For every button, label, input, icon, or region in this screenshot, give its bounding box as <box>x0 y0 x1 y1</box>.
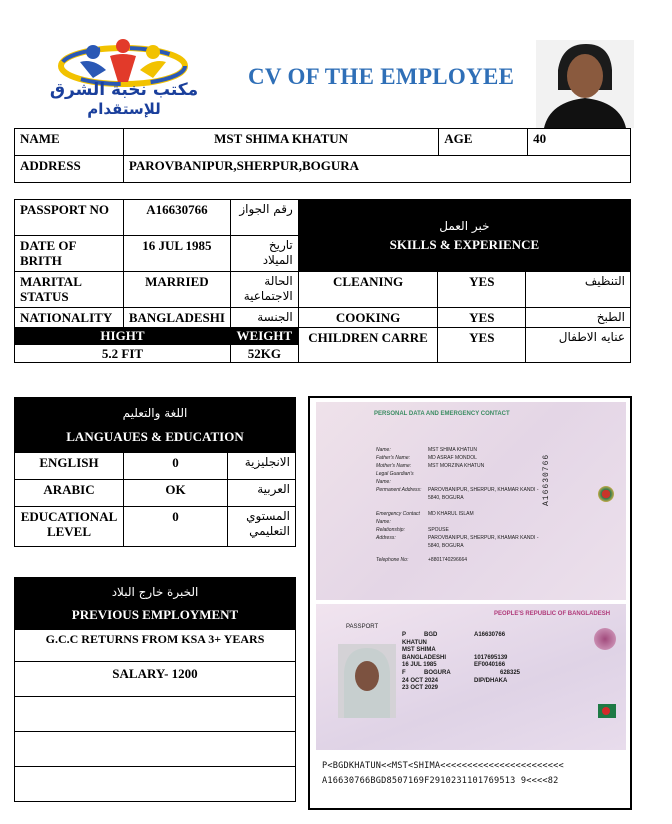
education-value: 0 <box>123 507 227 547</box>
nationality-value: BANGLADESHI <box>123 308 230 328</box>
details-table <box>14 199 631 363</box>
passport-label: PASSPORT NO <box>15 200 124 236</box>
employment-title: PREVIOUS EMPLOYMENT <box>71 607 239 622</box>
skill-value: YES <box>438 272 526 308</box>
passport-type: P <box>402 632 407 638</box>
height-value: 5.2 FIT <box>15 345 231 363</box>
passport-doc-label: PASSPORT <box>346 624 379 630</box>
passport-value: A16630766 <box>123 200 230 236</box>
passport-birth-place: BOGURA <box>424 669 451 676</box>
field-label: Father's Name: <box>376 455 411 461</box>
field-label: Address: <box>376 535 396 541</box>
employment-table <box>14 577 296 802</box>
name-value: MST SHIMA KHATUN <box>123 129 438 156</box>
marital-label: MARITAL STATUS <box>15 272 124 308</box>
logo-arabic-line2: للإستقدام <box>87 100 161 118</box>
employment-empty-row <box>15 767 296 802</box>
skill-label: COOKING <box>298 308 438 328</box>
passport-number: A16630766 <box>474 632 506 638</box>
passport-bio-fields <box>402 632 572 693</box>
passport-issue-date: 24 OCT 2024 <box>402 677 439 684</box>
languages-title: LANGUAUES & EDUCATION <box>66 429 244 444</box>
employment-line-1: G.C.C RETURNS FROM KSA 3+ YEARS <box>15 630 296 662</box>
passport-vertical-number: A16630766 <box>542 453 551 506</box>
field-label: Permanent Address: <box>376 487 422 493</box>
skill-label-ar: التنظيف <box>526 272 631 308</box>
field-value: MST SHIMA KHATUN <box>428 447 477 453</box>
passport-label-ar: رقم الجواز <box>230 200 298 236</box>
passport-data-fields <box>376 446 606 564</box>
passport-extra-no: 628325 <box>500 669 521 676</box>
field-label: Legal Guardian's Name: <box>376 471 414 485</box>
field-label: Relationship: <box>376 527 405 533</box>
agency-logo <box>18 38 230 120</box>
address-value: PAROVBANIPUR,SHERPUR,BOGURA <box>123 156 630 183</box>
weight-value: 52KG <box>230 345 298 363</box>
field-value: PAROVBANIPUR, SHERPUR, KHAMAR KANDI - 5840, BOGURA <box>428 487 539 501</box>
field-value: PAROVBANIPUR, SHERPUR, KHAMAR KANDI - 5840, BOGURA <box>428 535 539 549</box>
language-label-ar: العربية <box>228 480 296 507</box>
passport-mrz-line-1: P<BGDKHATUN<<MST<SHIMA<<<<<<<<<<<<<<<<<<<<<<< <box>322 761 564 771</box>
dob-label-ar: تاريخ الميلاد <box>230 236 298 272</box>
language-label: ARABIC <box>15 480 124 507</box>
passport-prev-passport: EF0040166 <box>474 662 506 669</box>
employee-photo <box>536 40 634 128</box>
skill-label-ar: عنايه الاطفال <box>526 328 631 363</box>
employment-title-ar: الخبرة خارج البلاد <box>111 585 199 599</box>
language-value: 0 <box>123 453 227 480</box>
dob-value: 16 JUL 1985 <box>123 236 230 272</box>
logo-arabic-line1: مكتب نخبة الشرق <box>49 80 199 100</box>
nationality-label: NATIONALITY <box>15 308 124 328</box>
nationality-label-ar: الجنسة <box>230 308 298 328</box>
passport-mrz-line-2: A16630766BGD8507169F2910231101769513 9<<<<82 <box>322 776 559 786</box>
languages-title-ar: اللغة والتعليم <box>122 406 188 420</box>
skill-value: YES <box>438 328 526 363</box>
field-value: MST MORZINA KHATUN <box>428 463 485 469</box>
skill-value: YES <box>438 308 526 328</box>
age-value: 40 <box>528 129 631 156</box>
field-value: MD ASRAF MONDOL <box>428 455 477 461</box>
skill-label-ar: الطبخ <box>526 308 631 328</box>
age-label: AGE <box>439 129 528 156</box>
personal-table <box>14 128 631 183</box>
passport-bio-page <box>316 604 626 750</box>
language-label-ar: الانجليزية <box>228 453 296 480</box>
dob-label: DATE OF BRITH <box>15 236 124 272</box>
passport-scan <box>308 396 632 810</box>
skills-title: SKILLS & EXPERIENCE <box>389 237 540 252</box>
employment-empty-row <box>15 732 296 767</box>
languages-table <box>14 397 296 547</box>
field-label: Telephone No: <box>376 557 409 563</box>
field-label: Emergency Contact Name: <box>376 511 420 525</box>
passport-authority: DIP/DHAKA <box>474 677 508 684</box>
bangladesh-emblem-icon <box>598 486 614 502</box>
passport-given-names: MST SHIMA <box>402 647 436 654</box>
field-value: MD KHARUL ISLAM <box>428 511 474 517</box>
skill-label: CHILDREN CARRE <box>298 328 438 363</box>
passport-data-page <box>316 402 626 600</box>
marital-value: MARRIED <box>123 272 230 308</box>
field-value: SPOUSE <box>428 527 449 533</box>
employment-line-2: SALARY- 1200 <box>15 662 296 697</box>
field-label: Mother's Name: <box>376 463 412 469</box>
education-label-ar: المستوي التعليمي <box>228 507 296 547</box>
passport-chip-icon <box>594 628 616 650</box>
page-title: CV OF THE EMPLOYEE <box>248 64 515 89</box>
field-label: Name: <box>376 447 391 453</box>
skill-label: CLEANING <box>298 272 438 308</box>
passport-surname: KHATUN <box>402 639 427 646</box>
field-value: +8801740296664 <box>428 557 468 563</box>
passport-data-title: PERSONAL DATA AND EMERGENCY CONTACT <box>374 411 510 417</box>
passport-expiry: 23 OCT 2029 <box>402 685 439 692</box>
language-label: ENGLISH <box>15 453 124 480</box>
weight-label: WEIGHT <box>230 328 298 345</box>
address-label: ADDRESS <box>15 156 124 183</box>
passport-country: PEOPLE'S REPUBLIC OF BANGLADESH <box>494 611 611 617</box>
height-label: HIGHT <box>15 328 231 345</box>
passport-personal-no: 1017695139 <box>474 654 508 661</box>
passport-code: BGD <box>424 632 438 638</box>
education-label: EDUCATIONAL LEVEL <box>15 507 124 547</box>
skills-title-ar: خبر العمل <box>439 219 490 233</box>
marital-label-ar: الحالة الاجتماعية <box>230 272 298 308</box>
language-value: OK <box>123 480 227 507</box>
passport-dob: 16 JUL 1985 <box>402 662 437 669</box>
passport-nationality: BANGLADESHI <box>402 654 447 661</box>
passport-holder-photo <box>338 644 396 718</box>
name-label: NAME <box>15 129 124 156</box>
passport-sex: F <box>402 669 406 676</box>
bangladesh-flag-icon <box>598 704 616 718</box>
employment-empty-row <box>15 697 296 732</box>
